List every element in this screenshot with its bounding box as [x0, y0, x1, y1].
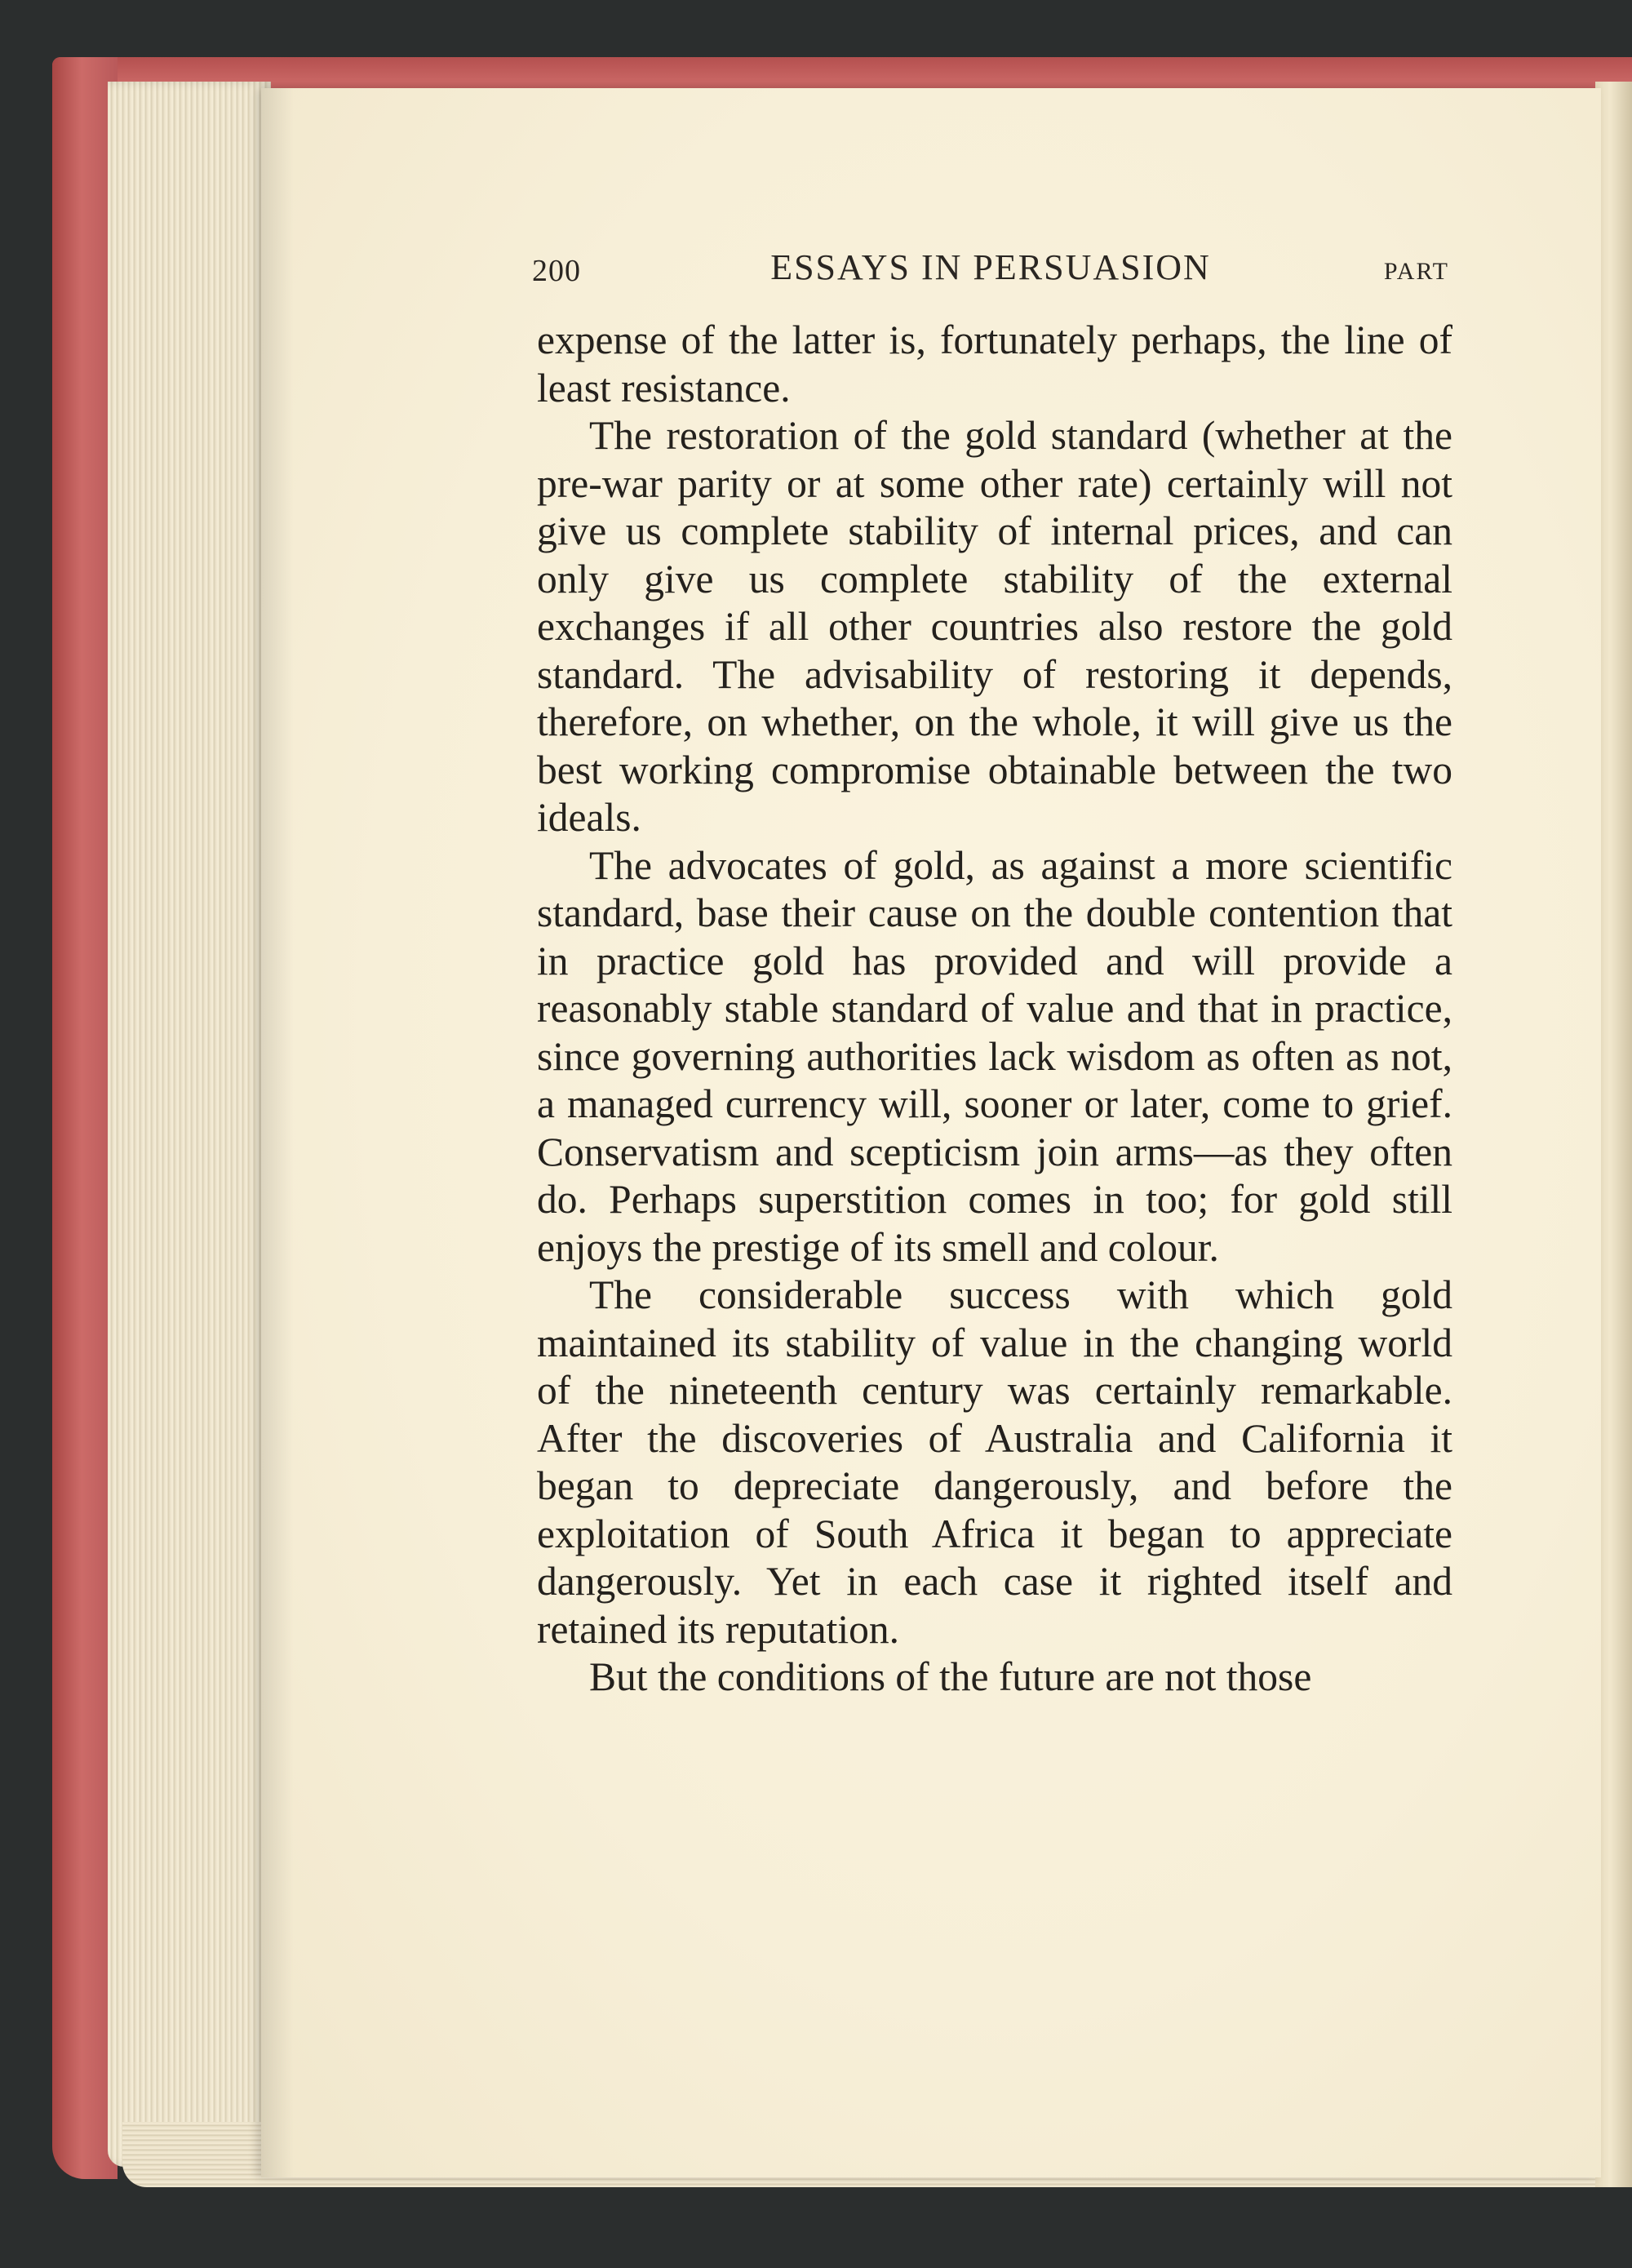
running-header [532, 246, 1449, 289]
paragraph: But the conditions of the future are not those [589, 1654, 1312, 1699]
page-number: 200 [532, 254, 581, 288]
running-title: ESSAYS IN PERSUASION [770, 247, 1211, 287]
paragraph: The advocates of gold, as against a more scientific standard, base their cause on the double contention that in practice gold has provided and will provide a reasonably stable standard of value and that in practice, since governing authorities lack wisdom as often as not, a managed currency will, sooner or later, come to grief. Conservatism and scepticism join arms—as they often do. Perhaps superstition comes in too; for gold still enjoys the prestige of its smell and colour. [537, 842, 1452, 1270]
page-shadow [261, 88, 294, 2177]
paragraph-continued: expense of the latter is, fortunately perhaps, the line of least resistance. [537, 317, 1452, 411]
paragraph: The considerable success with which gold maintained its stability of value in the changing world of the nineteenth century was certainly remarkable. After the discoveries of Australia and California it began to depreciate dangerously, and before the exploitation of South Africa it began to appreciate dangerously. Yet in each case it righted itself and retained its reputation. [537, 1272, 1452, 1652]
page-block-edges [108, 82, 271, 2167]
section-label: PART [1383, 258, 1449, 285]
body-text [537, 317, 1452, 1702]
paragraph: The restoration of the gold standard (whether at the pre-war parity or at some other rate) certainly will not give us complete stability of internal prices, and can only give us complete stability of the external exchanges if all other countries also restore the gold standard. The advisability of restoring it depends, therefore, on whether, on the whole, it will give us the best working compromise obtainable between the two ideals. [537, 413, 1452, 840]
